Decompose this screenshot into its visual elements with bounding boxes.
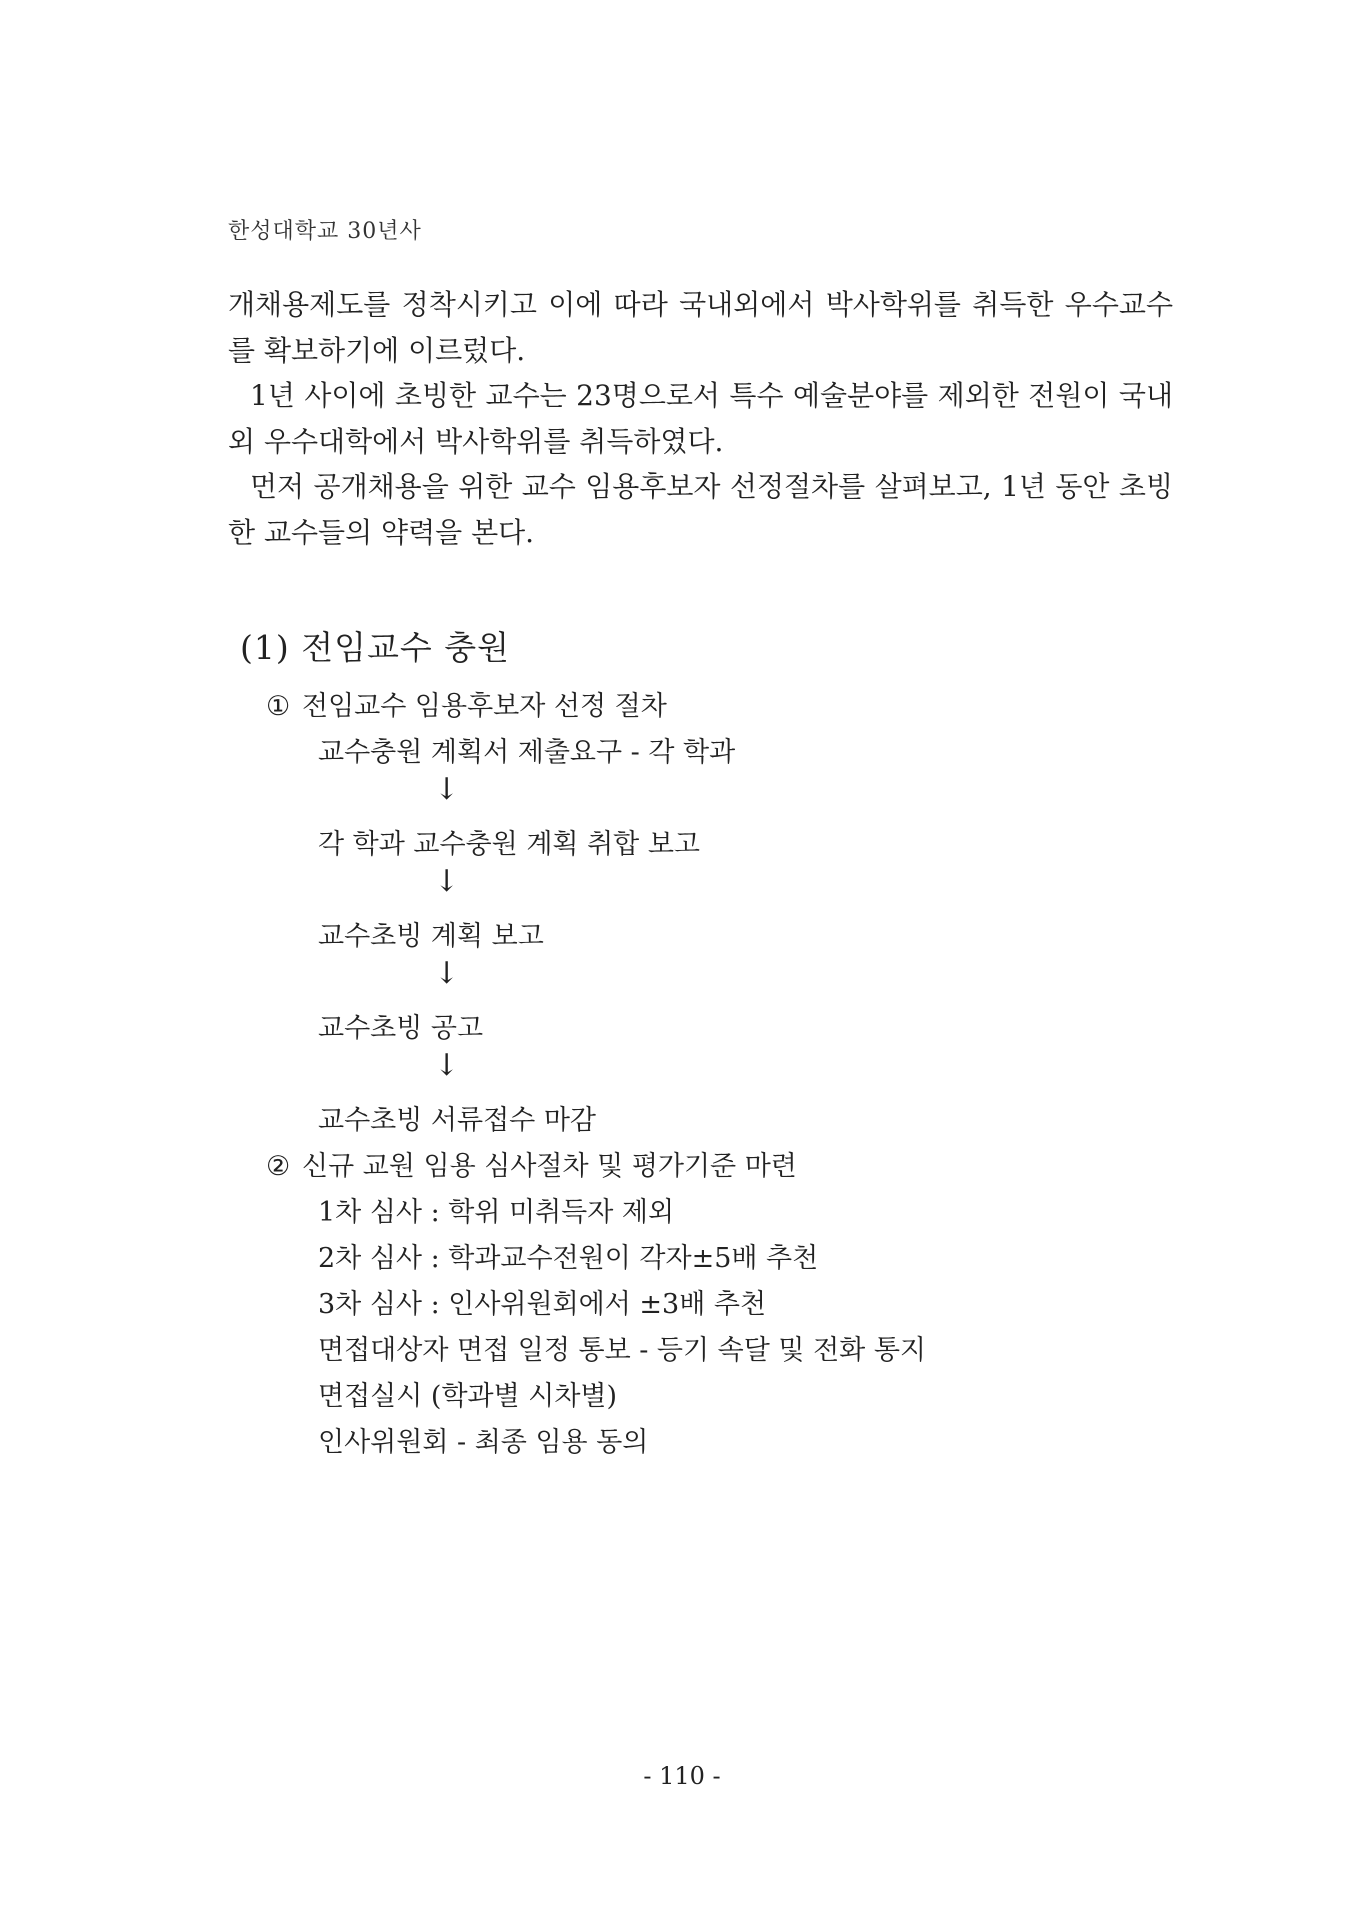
down-arrow-icon: ↓ [434,864,460,899]
section-title: (1) 전임교수 충원 [240,628,510,667]
review-step: 면접실시 (학과별 시차별) [318,1381,618,1412]
review-step: 1차 심사 : 학위 미취득자 제외 [318,1197,675,1228]
procedure-1-title: 전임교수 임용후보자 선정 절차 [302,691,667,722]
flow-step: 교수충원 계획서 제출요구 - 각 학과 [318,737,736,768]
review-step: 2차 심사 : 학과교수전원이 각자±5배 추천 [318,1243,819,1274]
paragraph-1: 개채용제도를 정착시키고 이에 따라 국내외에서 박사학위를 취득한 우수교수를 확보하기에 이르렀다. [228,288,1173,367]
procedure-1-heading [266,684,667,723]
down-arrow-icon: ↓ [434,956,460,991]
down-arrow-icon: ↓ [434,772,460,807]
procedure-1-number: ① [266,691,291,722]
flow-step: 교수초빙 계획 보고 [318,921,544,952]
flow-step: 교수초빙 서류접수 마감 [318,1105,596,1136]
review-step: 면접대상자 면접 일정 통보 - 등기 속달 및 전화 통지 [318,1335,927,1366]
procedure-2-heading [266,1144,797,1183]
flow-step: 각 학과 교수충원 계획 취합 보고 [318,829,700,860]
body-text [228,282,1173,555]
paragraph-3: 먼저 공개채용을 위한 교수 임용후보자 선정절차를 살펴보고, 1년 동안 초빙한 교수들의 약력을 본다. [228,470,1173,549]
down-arrow-icon: ↓ [434,1048,460,1083]
paragraph-2: 1년 사이에 초빙한 교수는 23명으로서 특수 예술분야를 제외한 전원이 국내외 우수대학에서 박사학위를 취득하였다. [228,379,1173,458]
procedure-2-title: 신규 교원 임용 심사절차 및 평가기준 마련 [302,1151,797,1182]
page-number: - 110 - [643,1762,721,1790]
procedure-2-number: ② [266,1151,291,1182]
flow-step: 교수초빙 공고 [318,1013,484,1044]
review-step: 인사위원회 - 최종 임용 동의 [318,1427,649,1458]
running-header: 한성대학교 30년사 [228,219,422,244]
review-step: 3차 심사 : 인사위원회에서 ±3배 추천 [318,1289,767,1320]
